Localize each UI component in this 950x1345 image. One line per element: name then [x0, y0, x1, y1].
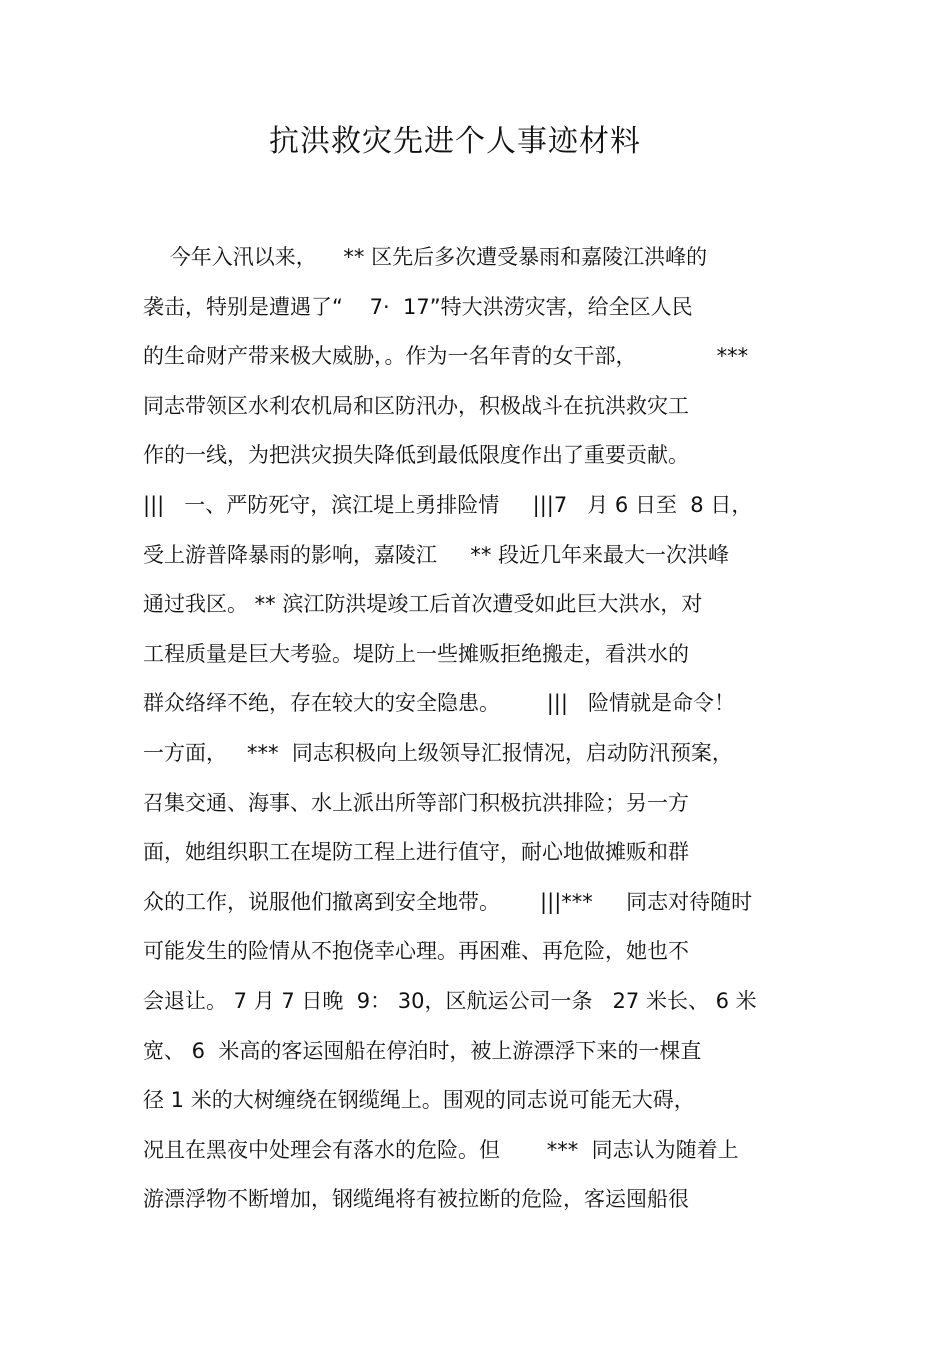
body-line: 的生命财产带来极大威胁，。作为一名年青的女干部， *** — [143, 344, 749, 369]
body-line: 今年入汛以来， ** 区先后多次遭受暴雨和嘉陵江洪峰的 — [143, 245, 708, 269]
body-line: 工程质量是巨大考验。堤防上一些摊贩拒绝搬走，看洪水的 — [143, 641, 689, 666]
body-line: 宽、 6 米高的客运囤船在停泊时，被上游漂浮下来的一棵直 — [143, 1038, 702, 1063]
body-line: 袭击，特别是遭遇了“ 7· 17”特大洪涝灾害，给全区人民 — [143, 294, 693, 319]
body-line: 通过我区。 ** 滨江防洪堤竣工后首次遭受如此巨大洪水，对 — [143, 592, 703, 617]
body-line: 同志带领区水利农机局和区防汛办，积极战斗在抗洪救灾工 — [143, 393, 689, 418]
body-line: 作的一线，为把洪灾损失降低到最低限度作出了重要贡献。 — [143, 443, 689, 468]
body-line: 径 1 米的大树缠绕在钢缆绳上。围观的同志说可能无大碍， — [143, 1088, 695, 1113]
body-line: 可能发生的险情从不抱侥幸心理。再困难、再危险，她也不 — [143, 939, 689, 964]
body-line: 召集交通、海事、水上派出所等部门积极抗洪排险；另一方 — [143, 790, 689, 815]
body-line: 况且在黑夜中处理会有落水的危险。但 *** 同志认为随着上 — [143, 1137, 739, 1162]
body-line: 一方面， *** 同志积极向上级领导汇报情况，启动防汛预案， — [143, 740, 733, 765]
body-line: 受上游普降暴雨的影响，嘉陵江 ** 段近几年来最大一次洪峰 — [143, 542, 730, 567]
body-line: 面，她组织职工在堤防工程上进行值守，耐心地做摊贩和群 — [143, 840, 689, 865]
body-line: 会退让。 7 月 7 日晚 9： 30，区航运公司一条 27 米长、 6 米 — [143, 988, 757, 1013]
body-line: 群众络绎不绝，存在较大的安全隐患。 ||| 险情就是命令！ — [143, 691, 735, 716]
document-title: 抗洪救灾先进个人事迹材料 — [269, 124, 641, 159]
body-line: ||| 一、严防死守，滨江堤上勇排险情 |||7 月 6 日至 8 日， — [143, 492, 753, 517]
body-line: 游漂浮物不断增加，钢缆绳将有被拉断的危险，客运囤船很 — [143, 1187, 689, 1212]
document-body — [143, 237, 823, 1229]
body-line: 众的工作，说服他们撤离到安全地带。 |||*** 同志对待随时 — [143, 889, 753, 914]
